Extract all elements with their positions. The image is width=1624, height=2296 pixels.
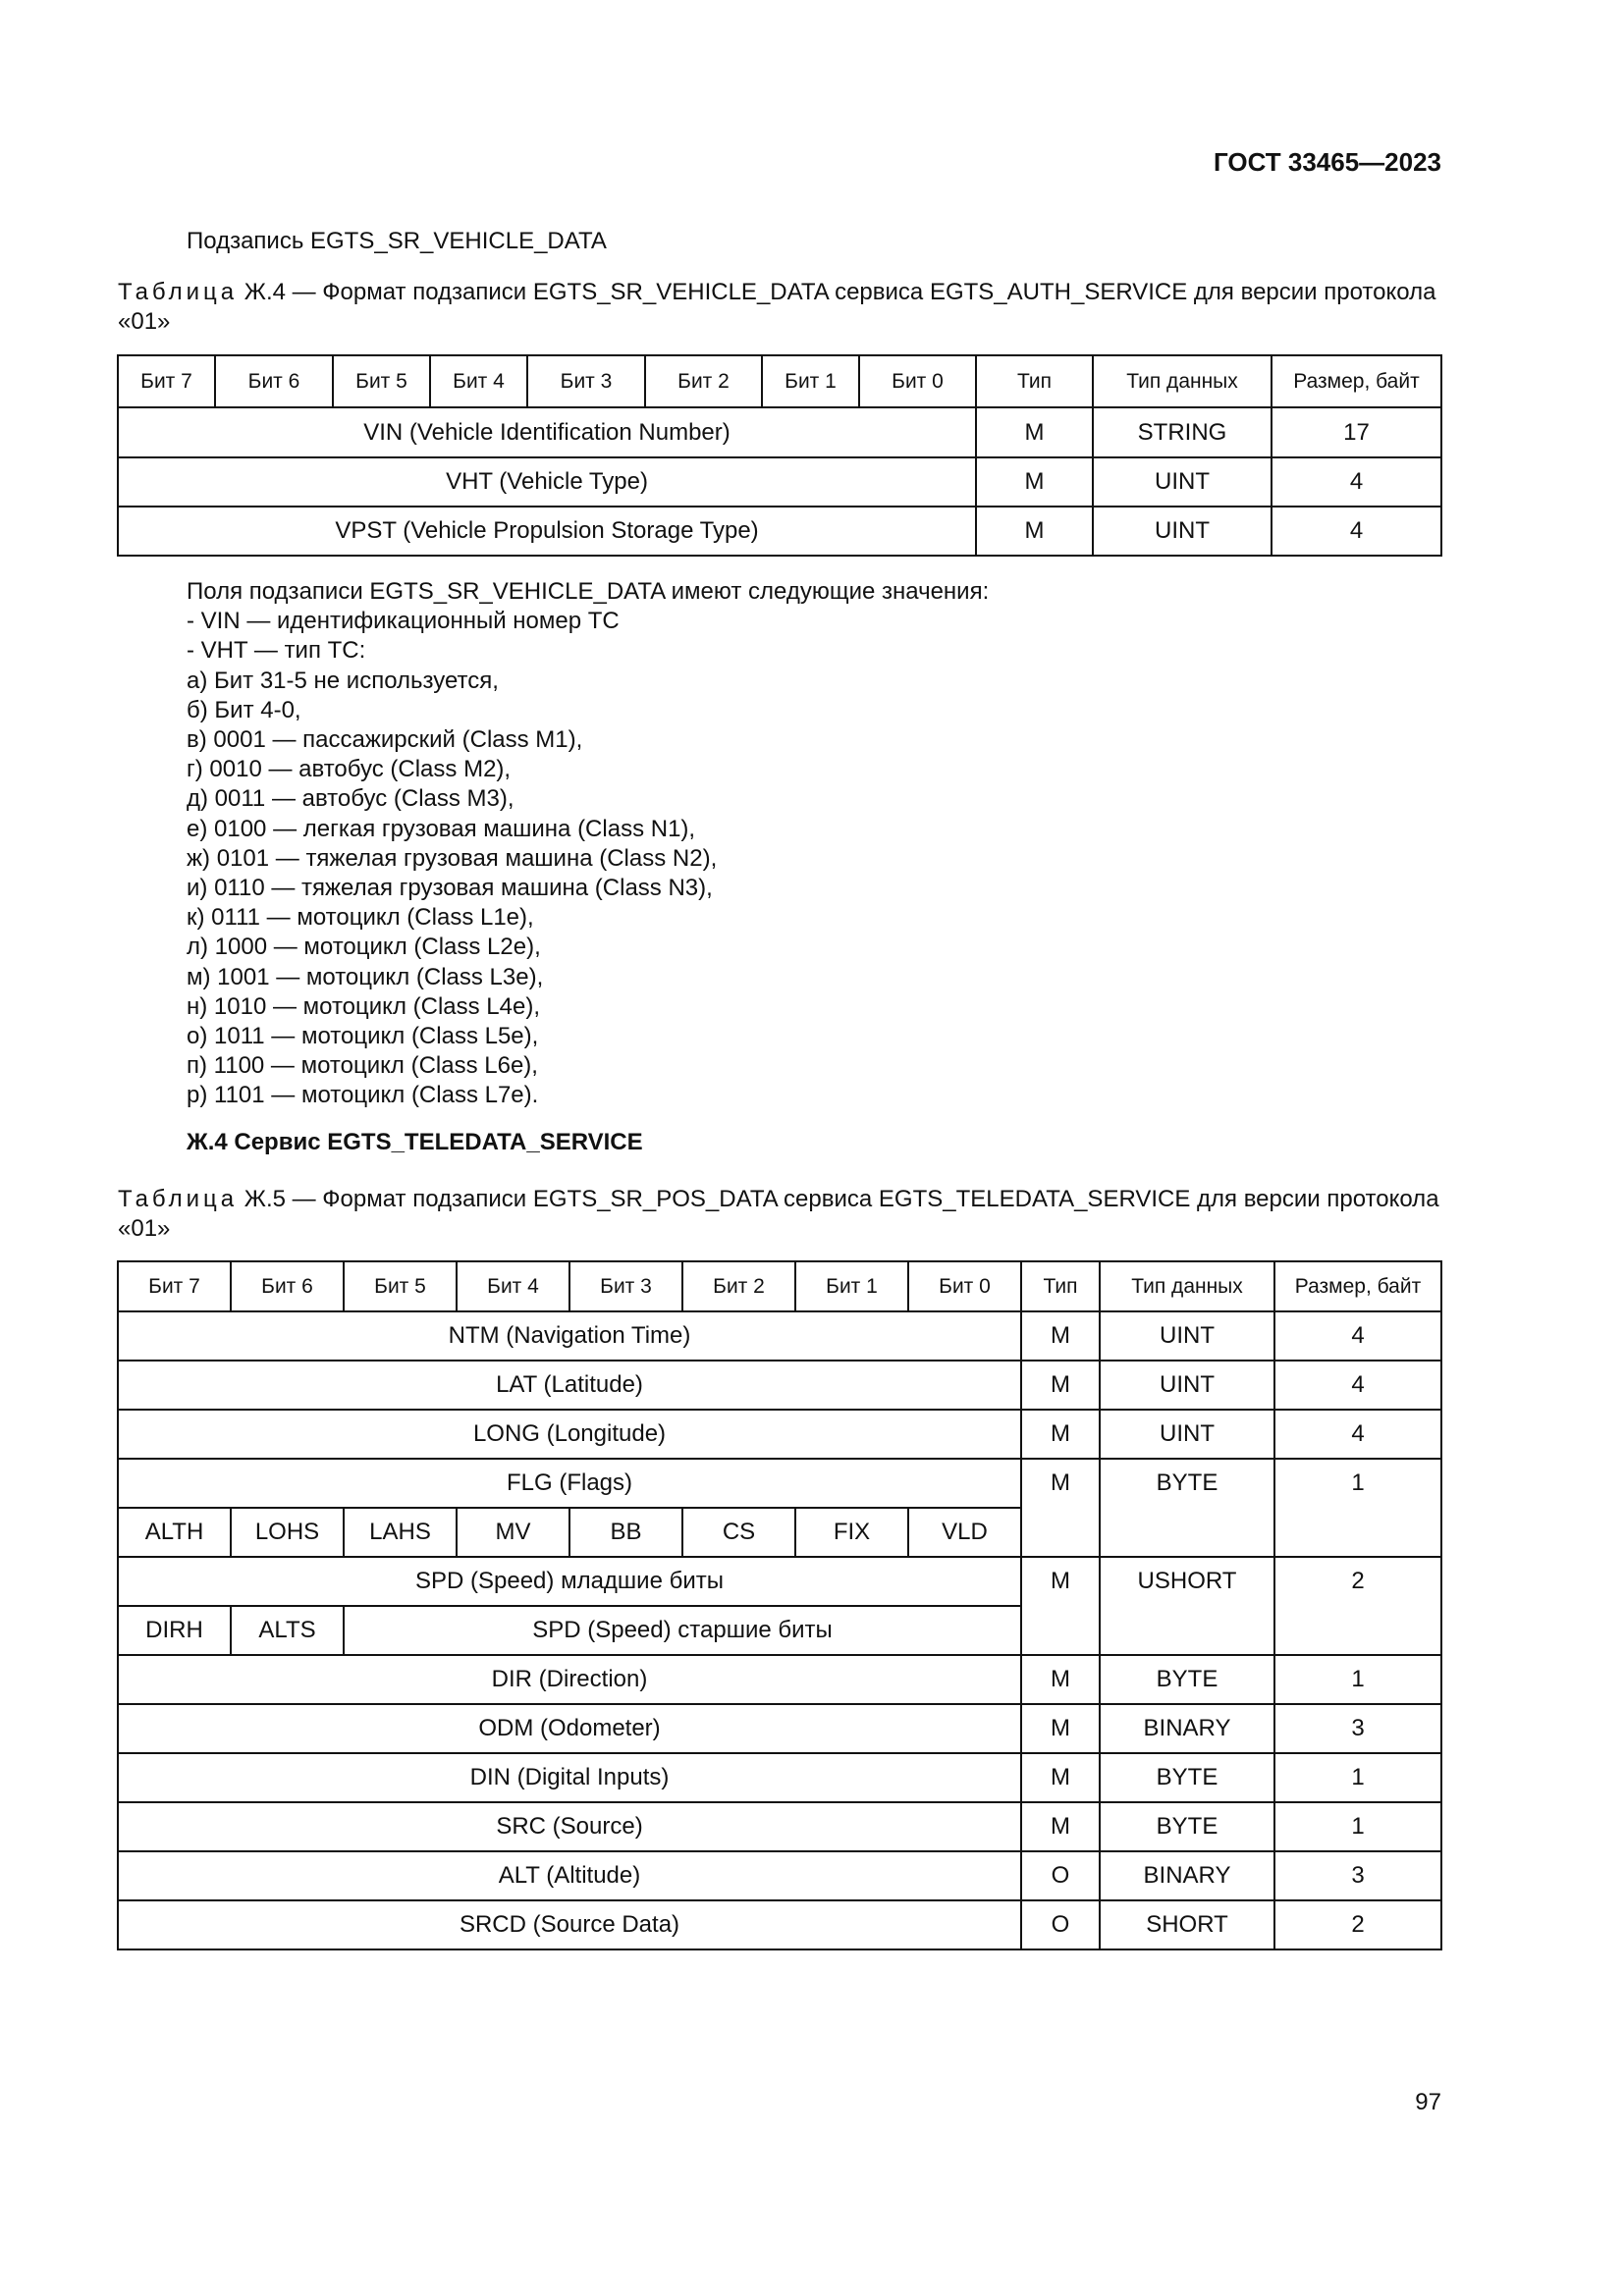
note-line: д) 0011 — автобус (Class M3), — [187, 785, 514, 813]
header-cell: Бит 4 — [457, 1261, 569, 1311]
note-line: п) 1100 — мотоцикл (Class L6e), — [187, 1052, 538, 1080]
header-cell: Тип — [976, 355, 1093, 407]
note-line: р) 1101 — мотоцикл (Class L7e). — [187, 1082, 539, 1109]
datatype-cell: BYTE — [1100, 1802, 1274, 1851]
size-cell: 1 — [1274, 1459, 1441, 1557]
table-5-caption — [118, 1185, 1439, 1244]
header-cell: Бит 0 — [859, 355, 976, 407]
header-cell: Бит 1 — [795, 1261, 908, 1311]
table-row — [118, 1802, 1441, 1851]
header-cell: Бит 3 — [527, 355, 645, 407]
header-cell: Размер, байт — [1274, 1261, 1441, 1311]
note-line: б) Бит 4-0, — [187, 696, 301, 723]
field-cell: VIN (Vehicle Identification Number) — [118, 407, 976, 457]
field-cell: DIN (Digital Inputs) — [118, 1753, 1021, 1802]
flag-bit-cell: CS — [682, 1508, 795, 1557]
type-cell: M — [1021, 1361, 1100, 1410]
type-cell: M — [1021, 1311, 1100, 1361]
header-cell: Тип данных — [1093, 355, 1272, 407]
table-row — [118, 1459, 1441, 1508]
datatype-cell: UINT — [1100, 1361, 1274, 1410]
flag-bit-cell: LAHS — [344, 1508, 457, 1557]
datatype-cell: UINT — [1100, 1311, 1274, 1361]
field-cell: SRCD (Source Data) — [118, 1900, 1021, 1949]
type-cell: O — [1021, 1900, 1100, 1949]
type-cell: M — [1021, 1753, 1100, 1802]
table-label: Таблица — [118, 1186, 239, 1212]
note-line: а) Бит 31-5 не используется, — [187, 667, 499, 694]
document-header: ГОСТ 33465—2023 — [1214, 147, 1441, 177]
size-cell: 4 — [1272, 457, 1441, 507]
note-line: м) 1001 — мотоцикл (Class L3e), — [187, 963, 544, 990]
field-cell: FLG (Flags) — [118, 1459, 1021, 1508]
header-cell: Бит 5 — [344, 1261, 457, 1311]
note-line: е) 0100 — легкая грузовая машина (Class N1), — [187, 815, 696, 842]
datatype-cell: BINARY — [1100, 1851, 1274, 1900]
size-cell: 4 — [1274, 1311, 1441, 1361]
table-row — [118, 1851, 1441, 1900]
table-caption-text: Ж.5 — Формат подзаписи EGTS_SR_POS_DATA сервиса EGTS_TELEDATA_SERVICE для версии протокола «01» — [118, 1186, 1439, 1242]
field-cell: DIR (Direction) — [118, 1655, 1021, 1704]
flag-bit-cell: MV — [457, 1508, 569, 1557]
header-cell: Бит 4 — [430, 355, 527, 407]
size-cell: 4 — [1274, 1410, 1441, 1459]
type-cell: M — [976, 457, 1093, 507]
table-4 — [117, 354, 1442, 557]
header-cell: Бит 1 — [762, 355, 859, 407]
flag-bit-cell: VLD — [908, 1508, 1021, 1557]
header-cell: Бит 7 — [118, 355, 215, 407]
header-cell: Бит 7 — [118, 1261, 231, 1311]
size-cell: 1 — [1274, 1753, 1441, 1802]
size-cell: 1 — [1274, 1655, 1441, 1704]
table-header-row — [118, 355, 1441, 407]
header-cell: Размер, байт — [1272, 355, 1441, 407]
flag-bit-cell: FIX — [795, 1508, 908, 1557]
subrecord-title: Подзапись EGTS_SR_VEHICLE_DATA — [187, 228, 607, 254]
flag-bit-cell: ALTH — [118, 1508, 231, 1557]
type-cell: M — [976, 507, 1093, 556]
type-cell: M — [1021, 1459, 1100, 1557]
table-row — [118, 1361, 1441, 1410]
datatype-cell: BINARY — [1100, 1704, 1274, 1753]
field-cell: ALT (Altitude) — [118, 1851, 1021, 1900]
note-line: и) 0110 — тяжелая грузовая машина (Class N3), — [187, 875, 713, 902]
type-cell: O — [1021, 1851, 1100, 1900]
table-row — [118, 1753, 1441, 1802]
note-line: ж) 0101 — тяжелая грузовая машина (Class N2), — [187, 844, 718, 872]
note-line: о) 1011 — мотоцикл (Class L5e), — [187, 1023, 539, 1050]
field-cell: LONG (Longitude) — [118, 1410, 1021, 1459]
type-cell: M — [1021, 1655, 1100, 1704]
table-label: Таблица — [118, 279, 239, 305]
table-header-row — [118, 1261, 1441, 1311]
note-line: л) 1000 — мотоцикл (Class L2e), — [187, 934, 541, 961]
field-cell: VHT (Vehicle Type) — [118, 457, 976, 507]
note-line: - VHT — тип ТС: — [187, 637, 366, 665]
field-cell: SPD (Speed) старшие биты — [344, 1606, 1021, 1655]
header-cell: Бит 2 — [645, 355, 762, 407]
size-cell: 3 — [1274, 1704, 1441, 1753]
datatype-cell: BYTE — [1100, 1753, 1274, 1802]
datatype-cell: UINT — [1100, 1410, 1274, 1459]
table-row — [118, 1311, 1441, 1361]
table-row — [118, 1410, 1441, 1459]
header-cell: Бит 3 — [569, 1261, 682, 1311]
table-row — [118, 1557, 1441, 1606]
type-cell: M — [1021, 1410, 1100, 1459]
header-cell: Бит 2 — [682, 1261, 795, 1311]
table-5 — [117, 1260, 1442, 1950]
flag-bit-cell: BB — [569, 1508, 682, 1557]
note-line: к) 0111 — мотоцикл (Class L1e), — [187, 904, 534, 932]
datatype-cell: STRING — [1093, 407, 1272, 457]
size-cell: 17 — [1272, 407, 1441, 457]
flag-bit-cell: LOHS — [231, 1508, 344, 1557]
header-cell: Бит 0 — [908, 1261, 1021, 1311]
datatype-cell: UINT — [1093, 507, 1272, 556]
datatype-cell: SHORT — [1100, 1900, 1274, 1949]
table-row — [118, 1655, 1441, 1704]
header-cell: Бит 5 — [333, 355, 430, 407]
table-caption-text: Ж.4 — Формат подзаписи EGTS_SR_VEHICLE_DATA сервиса EGTS_AUTH_SERVICE для версии протокола «01» — [118, 279, 1436, 335]
size-cell: 2 — [1274, 1557, 1441, 1655]
field-cell: NTM (Navigation Time) — [118, 1311, 1021, 1361]
table-row — [118, 507, 1441, 556]
datatype-cell: BYTE — [1100, 1459, 1274, 1557]
size-cell: 3 — [1274, 1851, 1441, 1900]
size-cell: 1 — [1274, 1802, 1441, 1851]
type-cell: M — [1021, 1802, 1100, 1851]
note-line: г) 0010 — автобус (Class M2), — [187, 756, 512, 783]
field-cell: SPD (Speed) младшие биты — [118, 1557, 1021, 1606]
flag-bit-cell: DIRH — [118, 1606, 231, 1655]
field-descriptions — [187, 577, 989, 1111]
table-row — [118, 1900, 1441, 1949]
note-line: в) 0001 — пассажирский (Class M1), — [187, 726, 583, 754]
field-cell: LAT (Latitude) — [118, 1361, 1021, 1410]
type-cell: M — [1021, 1704, 1100, 1753]
type-cell: M — [976, 407, 1093, 457]
header-cell: Тип данных — [1100, 1261, 1274, 1311]
field-cell: VPST (Vehicle Propulsion Storage Type) — [118, 507, 976, 556]
header-cell: Бит 6 — [231, 1261, 344, 1311]
type-cell: M — [1021, 1557, 1100, 1655]
size-cell: 4 — [1274, 1361, 1441, 1410]
size-cell: 2 — [1274, 1900, 1441, 1949]
section-title: Ж.4 Сервис EGTS_TELEDATA_SERVICE — [187, 1129, 643, 1155]
note-line: - VIN — идентификационный номер ТС — [187, 608, 620, 635]
datatype-cell: BYTE — [1100, 1655, 1274, 1704]
size-cell: 4 — [1272, 507, 1441, 556]
header-cell: Бит 6 — [215, 355, 333, 407]
datatype-cell: USHORT — [1100, 1557, 1274, 1655]
datatype-cell: UINT — [1093, 457, 1272, 507]
table-row — [118, 1704, 1441, 1753]
note-line: Поля подзаписи EGTS_SR_VEHICLE_DATA имеют следующие значения: — [187, 578, 990, 605]
table-4-caption — [118, 278, 1439, 337]
table-row — [118, 407, 1441, 457]
field-cell: SRC (Source) — [118, 1802, 1021, 1851]
header-cell: Тип — [1021, 1261, 1100, 1311]
page-number: 97 — [1415, 2089, 1441, 2115]
flag-bit-cell: ALTS — [231, 1606, 344, 1655]
field-cell: ODM (Odometer) — [118, 1704, 1021, 1753]
table-row — [118, 457, 1441, 507]
note-line: н) 1010 — мотоцикл (Class L4e), — [187, 992, 540, 1020]
